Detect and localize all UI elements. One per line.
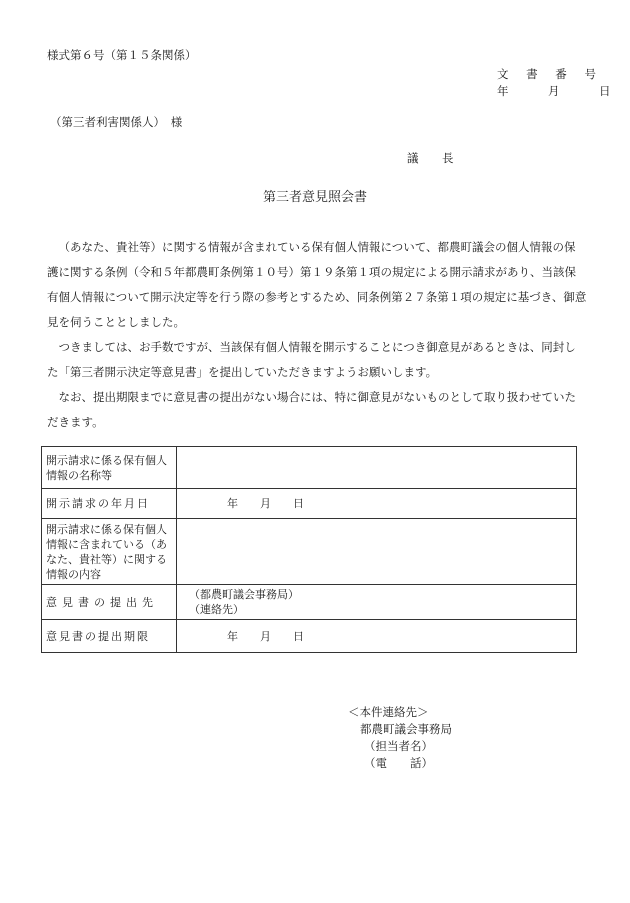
document-title: 第三者意見照会書 bbox=[262, 190, 367, 205]
row-value: 年 月 日 bbox=[177, 489, 577, 519]
row-label: 開示請求に係る保有個人情報の名称等 bbox=[42, 447, 177, 489]
addressee: （第三者利害関係人） 様 bbox=[50, 115, 183, 129]
contact-person: （担当者名） bbox=[364, 739, 433, 753]
row-value bbox=[177, 447, 577, 489]
row-label: 意見書の提出期限 bbox=[42, 620, 177, 653]
paragraph: つきましては、お手数ですが、当該保有個人情報を開示することにつき御意見があるときは、同封した「第三者開示決定等意見書」を提出していただきますようお願いします。 bbox=[47, 340, 576, 379]
table-row bbox=[42, 447, 577, 489]
submission-office: （都農町議会事務局） bbox=[189, 588, 299, 601]
sender: 議 長 bbox=[407, 151, 460, 165]
contact-block bbox=[348, 704, 452, 772]
row-label: 開示請求の年月日 bbox=[42, 489, 177, 519]
row-label: 開示請求に係る保有個人情報に含まれている（あなた、貴社等）に関する情報の内容 bbox=[42, 519, 177, 585]
table-row bbox=[42, 620, 577, 653]
table-row bbox=[42, 489, 577, 519]
table-row bbox=[42, 585, 577, 620]
document-date-label: 年 月 日 bbox=[497, 84, 625, 98]
contact-heading: ＜本件連絡先＞ bbox=[348, 705, 429, 719]
row-value bbox=[177, 585, 577, 620]
paragraph: （あなた、貴社等）に関する情報が含まれている保有個人情報について、都農町議会の個人情報の保護に関する条例（令和５年都農町条例第１０号）第１９条第１項の規定による開示請求があり、当該保有個人情報について開示決定等を行う際の参考とするため、同条例第２７条第１項の規定に基づき、御意見を伺うこととしました。 bbox=[47, 240, 587, 329]
form-number: 様式第６号（第１５条関係） bbox=[47, 48, 197, 62]
paragraph: なお、提出期限までに意見書の提出がない場合には、特に御意見がないものとして取り扱わせていただきます。 bbox=[47, 390, 576, 429]
contact-phone: （電 話） bbox=[364, 756, 433, 770]
contact-office: 都農町議会事務局 bbox=[360, 722, 452, 736]
body-text bbox=[47, 235, 587, 435]
document-number-label: 文 書 番 号 bbox=[497, 67, 603, 81]
row-label: 意見書の提出先 bbox=[42, 585, 177, 620]
info-table bbox=[41, 446, 577, 653]
submission-contact: （連絡先） bbox=[189, 603, 244, 616]
row-value: 年 月 日 bbox=[177, 620, 577, 653]
table-row bbox=[42, 519, 577, 585]
row-value bbox=[177, 519, 577, 585]
